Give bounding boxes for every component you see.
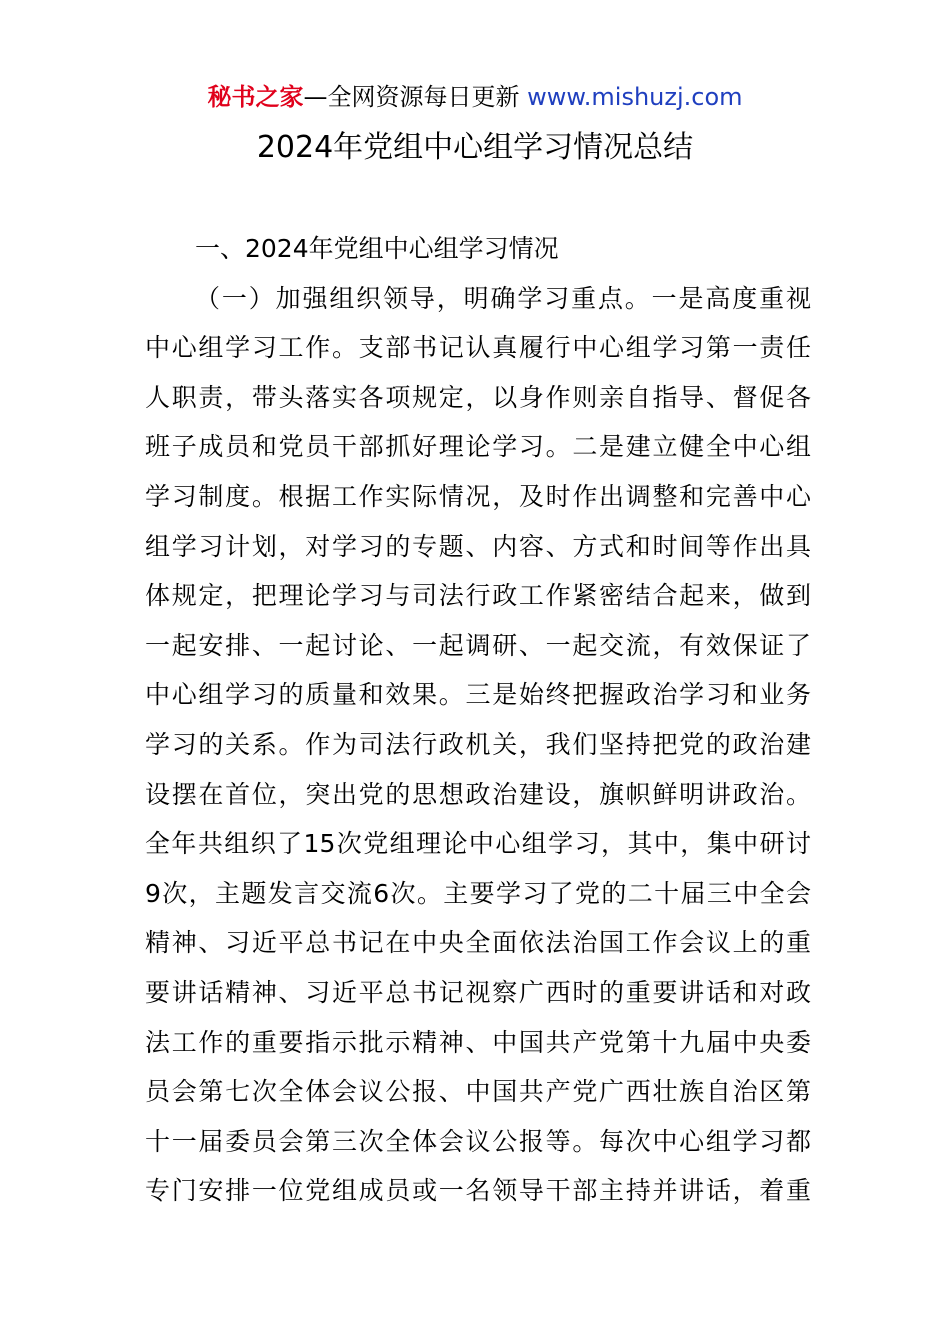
paragraph-line: 十一届委员会第三次全体会议公报等。每次中心组学习都 — [145, 1126, 811, 1156]
paragraph-line: 员会第七次全体会议公报、中国共产党广西壮族自治区第 — [145, 1077, 811, 1107]
paragraph-line: 法工作的重要指示批示精神、中国共产党第十九届中央委 — [145, 1027, 811, 1057]
paragraph-line: 学习的关系。作为司法行政机关，我们坚持把党的政治建 — [145, 729, 811, 759]
paragraph-line: 专门安排一位党组成员或一名领导干部主持并讲话，着重 — [145, 1176, 811, 1206]
paragraph-line: 设摆在首位，突出党的思想政治建设，旗帜鲜明讲政治。 — [145, 779, 811, 809]
paragraph-line: 9次，主题发言交流6次。主要学习了党的二十届三中全会 — [145, 878, 811, 908]
paragraph-line: （一）加强组织领导，明确学习重点。一是高度重视 — [195, 283, 811, 313]
section-heading: 一、2024年党组中心组学习情况 — [195, 234, 559, 263]
site-url-link[interactable]: www.mishuzj.com — [527, 83, 743, 111]
document-body — [145, 224, 811, 1216]
paragraph-line: 一起安排、一起讨论、一起调研、一起交流，有效保证了 — [145, 630, 811, 660]
paragraph-line: 要讲话精神、习近平总书记视察广西时的重要讲话和对政 — [145, 977, 811, 1007]
paragraph-line: 体规定，把理论学习与司法行政工作紧密结合起来，做到 — [145, 581, 811, 611]
paragraph-line: 精神、习近平总书记在中央全面依法治国工作会议上的重 — [145, 928, 811, 958]
paragraph-line: 中心组学习的质量和效果。三是始终把握政治学习和业务 — [145, 680, 811, 710]
paragraph-line: 组学习计划，对学习的专题、内容、方式和时间等作出具 — [145, 531, 811, 561]
paragraph-line: 全年共组织了15次党组理论中心组学习，其中，集中研讨 — [145, 829, 811, 859]
site-brand: 秘书之家 — [207, 83, 304, 111]
document-title: 2024年党组中心组学习情况总结 — [256, 130, 694, 165]
paragraph-line: 班子成员和党员干部抓好理论学习。二是建立健全中心组 — [145, 432, 811, 462]
paragraph-line: 中心组学习工作。支部书记认真履行中心组学习第一责任 — [145, 333, 811, 363]
site-tagline: —全网资源每日更新 — [303, 83, 528, 111]
site-header — [0, 80, 950, 114]
paragraph-line: 学习制度。根据工作实际情况，及时作出调整和完善中心 — [145, 481, 811, 511]
paragraph-line: 人职责，带头落实各项规定，以身作则亲自指导、督促各 — [145, 382, 811, 412]
